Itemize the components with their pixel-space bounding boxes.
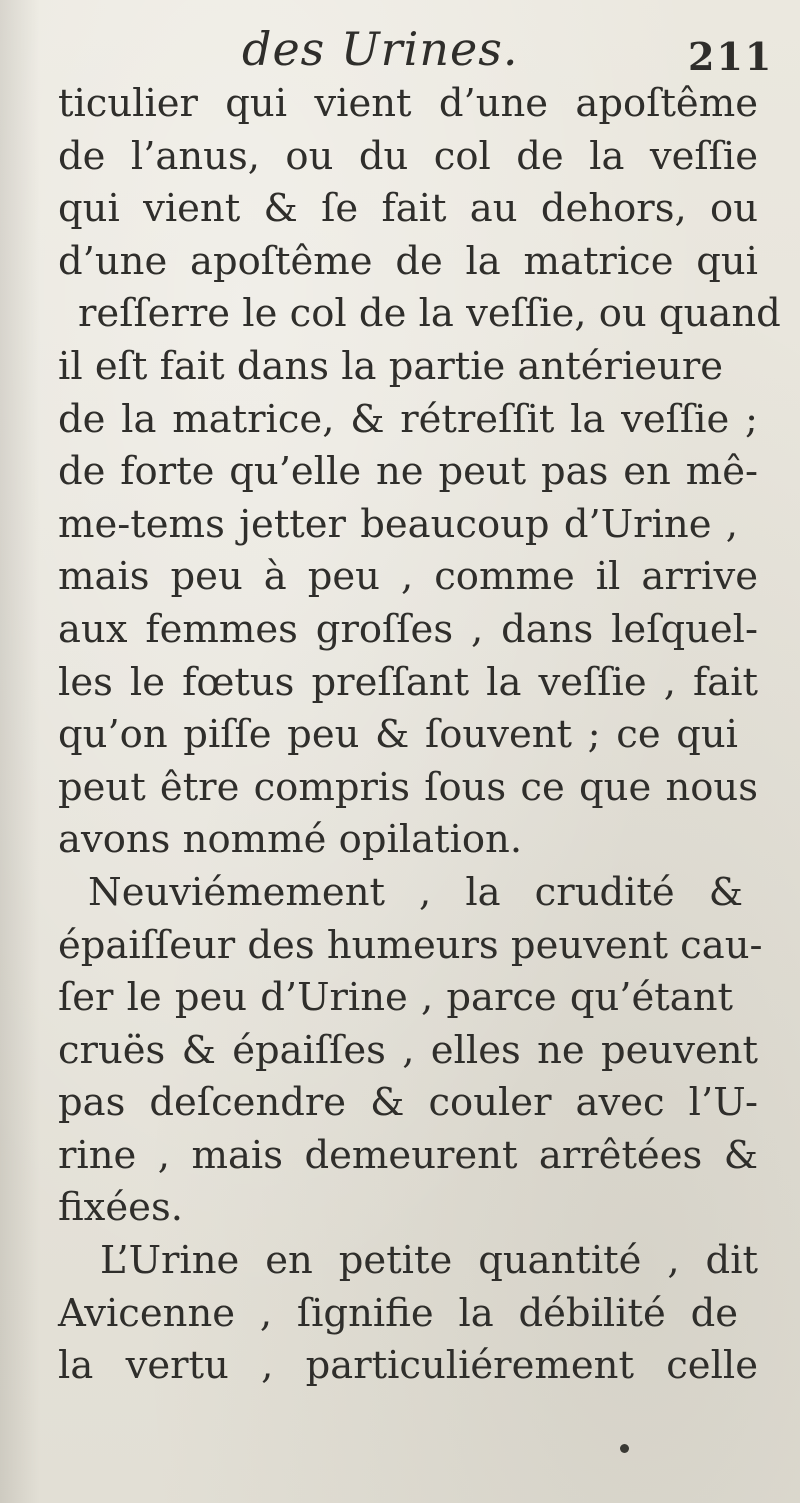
- text-line: Avicenne , ſignifie la débilité de: [58, 1290, 738, 1336]
- text-line: qui vient & ſe fait au dehors, ou: [58, 186, 758, 232]
- text-line: cruës & épaiſſes , elles ne peuvent: [58, 1027, 758, 1073]
- gutter-shadow: [0, 0, 40, 1503]
- text-line: ticulier qui vient d’une apoſtême: [58, 81, 758, 126]
- text-line: épaiſſeur des humeurs peuvent cau-: [58, 922, 763, 968]
- ink-speck: [620, 1444, 629, 1453]
- text-line: ſer le peu d’Urine , parce qu’étant: [58, 975, 733, 1021]
- text-line: aux femmes groſſes , dans leſquel-: [58, 606, 758, 652]
- body-text: [58, 78, 781, 1393]
- paragraph-first-line: Neuviémement , la crudité &: [88, 869, 743, 915]
- text-line: la vertu , particuliérement celle: [58, 1343, 758, 1389]
- text-line: mais peu à peu , comme il arrive: [58, 554, 758, 600]
- text-line: il eſt fait dans la partie antérieure: [58, 343, 724, 389]
- text-line: pas deſcendre & couler avec l’U-: [58, 1080, 758, 1126]
- text-line: me-tems jetter beaucoup d’Urine ,: [58, 501, 738, 547]
- text-line: fixées.: [58, 1185, 183, 1231]
- text-line: qu’on piſſe peu & ſouvent ; ce qui: [58, 712, 738, 758]
- text-line: peut être compris ſous ce que nous: [58, 764, 758, 810]
- text-line: de forte qu’elle ne peut pas en mê-: [58, 449, 758, 495]
- text-line: reſſerre le col de la veſſie, ou quand: [78, 291, 781, 337]
- page-number: 211: [688, 34, 774, 79]
- paragraph-first-line: L’Urine en petite quantité , dit: [100, 1238, 758, 1284]
- text-line: rine , mais demeurent arrêtées &: [58, 1132, 758, 1178]
- text-line: les le fœtus preſſant la veſſie , fait: [58, 659, 758, 705]
- text-line: d’une apoſtême de la matrice qui: [58, 238, 758, 284]
- text-line: de la matrice, & rétreſſit la veſſie ;: [58, 396, 758, 442]
- text-line: avons nommé opilation.: [58, 817, 523, 863]
- running-head: des Urines.: [242, 22, 519, 76]
- text-line: de l’anus, ou du col de la veſſie: [58, 133, 758, 179]
